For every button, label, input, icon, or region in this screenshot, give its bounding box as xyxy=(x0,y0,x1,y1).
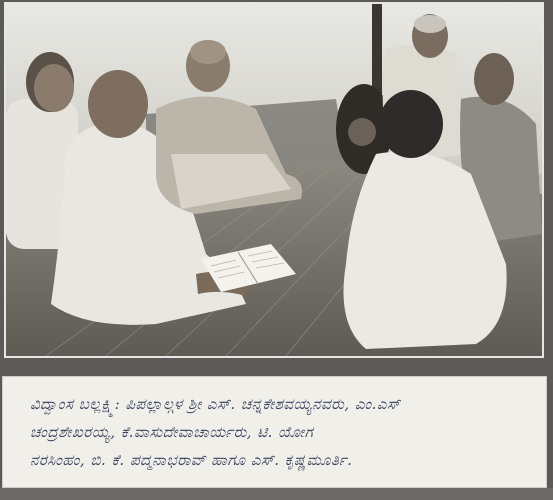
caption-line-2: ಚಂದ್ರಶೇಖರಯ್ಯ, ಕೆ.ವಾಸುದೇವಾಚಾರ್ಯರು, ಟಿ. ಯೋಗ xyxy=(30,423,314,441)
group-photograph xyxy=(4,2,544,358)
photo-illustration xyxy=(6,4,542,356)
handwritten-caption-card xyxy=(2,376,547,488)
caption-line-3: ನರಸಿಂಹಂ, ಬಿ. ಕೆ. ಪದ್ಮನಾಭರಾವ್ ಹಾಗೂ ಎಸ್. ಕೃಷ್ಣಮೂರ್ತಿ. xyxy=(30,451,353,469)
album-page-edge xyxy=(0,488,553,500)
caption-line-1: ವಿದ್ವಾಂಸ ಬಲ್ಲಕ್ಷ್ಮಿ: ಪಿಪಲ್ಲಾಲ್ಗಳ ಶ್ರೀ ಎಸ್. ಚನ್ನಕೇಶವಯ್ಯನವರು, ಎಂ.ಎಸ್ xyxy=(30,395,401,413)
